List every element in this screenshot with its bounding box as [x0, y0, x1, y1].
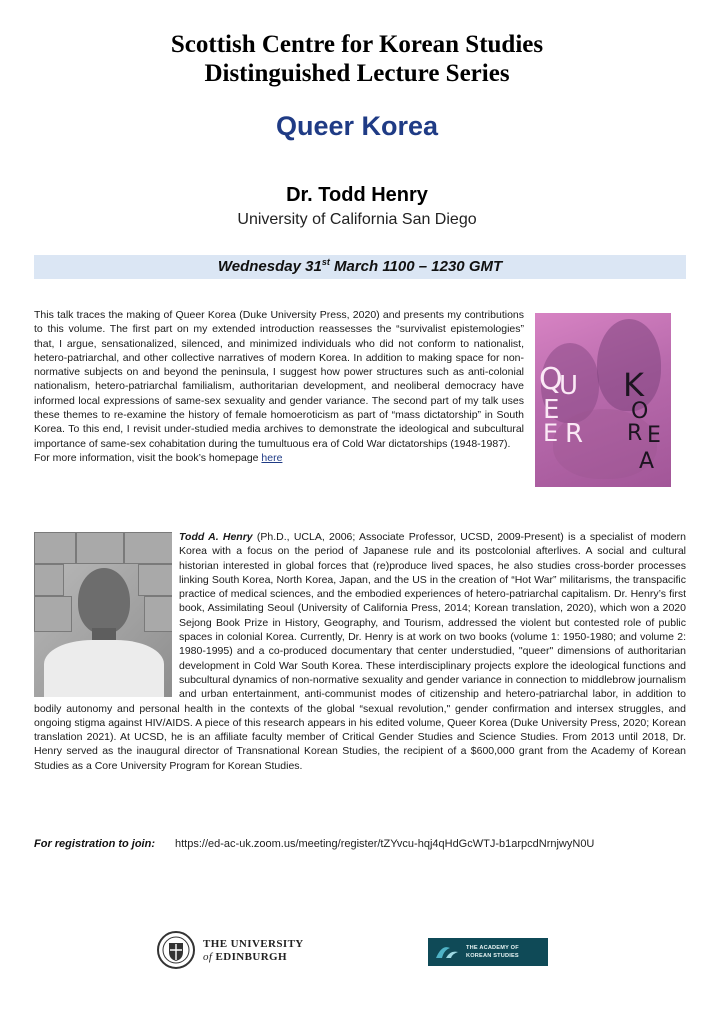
- date-weekday-day: Wednesday 31: [217, 258, 322, 275]
- uoe-edinburgh: EDINBURGH: [212, 951, 287, 963]
- speaker-affiliation: University of California San Diego: [237, 211, 477, 228]
- more-info-line: [34, 451, 524, 465]
- book-cover-image: [535, 313, 671, 487]
- aks-logo: [428, 938, 548, 966]
- aks-name-line2: KOREAN STUDIES: [466, 953, 519, 959]
- cover-letter-e2: E: [543, 419, 559, 447]
- aks-emblem-icon: [434, 942, 462, 962]
- speaker-bio: [34, 530, 686, 773]
- registration-link[interactable]: https://ed-ac-uk.zoom.us/meeting/register/tZYvcu-hqj4qHdGcWTJ-b1arpcdNrnjwyN0U: [175, 838, 595, 850]
- cover-letter-a: A: [639, 449, 655, 474]
- organizer-line-2: Distinguished Lecture Series: [204, 60, 510, 87]
- date-time: March 1100 – 1230 GMT: [329, 258, 503, 275]
- aks-name-line1: THE ACADEMY OF: [466, 945, 519, 951]
- cover-letter-u: U: [559, 371, 579, 401]
- talk-title: Queer Korea: [275, 111, 439, 141]
- abstract-text: This talk traces the making of Queer Korea (Duke University Press, 2020) and presents my contributions to this volume. The first part on my extended introduction reassesses the “survivalist epistemologies” that, I argue, sensationalized, silenced, and minimized individuals who did not conform to nationalist, hetero-patriarchal, and other collective narratives of modern Korea. In addition to making space for non-normative subjects on and beyond the peninsula, I suggest how power structures such as anti-colonial nationalism, hetero-patriarchal familialism, authoritarian development, and neoliberal democracy have informed local expressions of same-sex sexuality and gender variance. The second part of my talk uses these themes to re-examine the history of female homoeroticism as part of “mass dictatorship” in South Korea. To this end, I revisit under-studied media archives to demonstrate the ideological and subcultural importance of same-sex cohabitation during the tumultuous era of Cold War dictatorships (1948-1987).: [34, 309, 524, 450]
- cover-letter-k: K: [623, 366, 644, 404]
- homepage-link[interactable]: here: [261, 451, 283, 464]
- speaker-name: Dr. Todd Henry: [286, 184, 428, 206]
- more-info-text: For more information, visit the book’s homepage: [34, 451, 262, 464]
- edinburgh-crest-icon: [156, 930, 196, 970]
- date-band: [34, 255, 686, 279]
- date-ordinal: st: [321, 257, 330, 267]
- uoe-of: of: [203, 951, 213, 963]
- cover-letter-r2: R: [627, 421, 643, 446]
- abstract: [34, 308, 524, 465]
- cover-letter-o: O: [631, 399, 649, 424]
- registration-label: For registration to join:: [34, 838, 155, 850]
- cover-letter-q: Q: [539, 362, 563, 397]
- cover-letter-r1: R: [565, 419, 584, 449]
- organizer-line-1: Scottish Centre for Korean Studies: [170, 31, 544, 58]
- bio-text: (Ph.D., UCLA, 2006; Associate Professor, UCSD, 2009-Present) is a specialist of modern Korea with a focus on the period of Japanese rule and its postcolonial afterlives. A social and cultural historian interested in global forces that (re)produce lived spaces, he also studies cross-border processes linking South Korea, North Korea, Japan, and the US in the creation of “Hot War” militarisms, the transpacific practice of medical sciences, and the embodied experiences of hetero-patriarchal capitalism. Dr. Henry’s first book, Assimilating Seoul (University of California Press, 2014; Korean translation, 2020), which won a 2020 Sejong Book Prize in History, Geography, and Tourism, addressed the violent but contested role of public spaces in colonial Korea. Currently, Dr. Henry is at work on two books (volume 1: 1950-1980; and volume 2: 1980-1995) and a co-produced documentary that center understudied, "queer" dimensions of authoritarian development in Cold War South Korea. These interdisciplinary projects explore the ideological functions and subcultural dynamics of non-normative sexuality and gender variance in connection to middlebrow journalism and urban entertainment, anti-communist modes of citizenship and hetero-patriarchal labor, in addition to bodily autonomy and personal health in the contexts of the global “sexual revolution," gender confirmation and intersex struggles, and ongoing stigma against HIV/AIDS. A piece of this research appears in his edited volume, Queer Korea (Duke University Press, 2020; Korean translation 2021). At UCSD, he is an affiliate faculty member of Critical Gender Studies and Science Studies. From 2013 until 2018, Dr. Henry served as the inaugural director of Transnational Korean Studies, the recipient of a $600,000 grant from the Academy of Korean Studies as a Core University Program for Korean Studies.: [34, 531, 686, 772]
- uoe-name-line1: THE UNIVERSITY: [203, 938, 304, 950]
- cover-letter-e1: E: [543, 395, 560, 425]
- cover-letter-e3: E: [647, 423, 661, 448]
- bio-name: Todd A. Henry: [179, 531, 253, 543]
- uoe-name-line2: [203, 951, 287, 963]
- bio-photo-space: [34, 530, 179, 692]
